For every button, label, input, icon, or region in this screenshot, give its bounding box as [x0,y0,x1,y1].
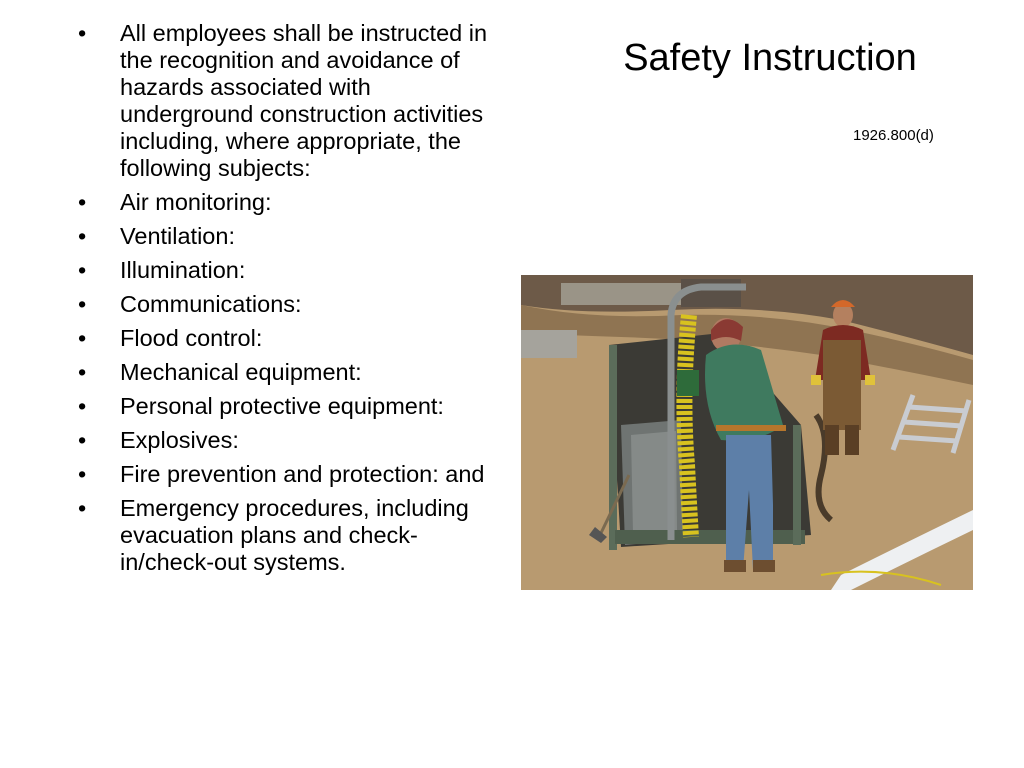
bullet-text: All employees shall be instructed in the recognition and avoidance of hazards associated with underground construction activities including, where appropriate, the following subjects: [120,20,488,181]
bullet-item [78,427,508,454]
bullet-item [78,359,508,386]
workers-at-shaft-entrance-photo [521,275,973,590]
bullet-text: Ventilation: [120,223,235,249]
bullet-icon: • [78,325,87,351]
worker-boots [724,560,746,572]
bullet-text: Explosives: [120,427,239,453]
bullet-item [78,291,508,318]
bullet-text: Communications: [120,291,302,317]
bullet-icon: • [78,359,87,385]
bullet-item [78,223,508,250]
bullet-item [78,20,508,182]
bullet-text: Air monitoring: [120,189,272,215]
bullet-item [78,189,508,216]
bullet-text: Flood control: [120,325,263,351]
bullet-text: Personal protective equipment: [120,393,444,419]
bullet-icon: • [78,223,87,249]
safety-harness [716,425,786,431]
bullet-icon: • [78,461,87,487]
bullet-item [78,461,508,488]
second-worker-overalls [823,340,861,430]
bullet-item [78,495,508,576]
bullet-list [78,20,508,583]
back-fence [561,283,681,305]
bullet-text: Emergency procedures, including evacuation plans and check- in/check-out systems. [120,495,469,575]
bullet-icon: • [78,427,87,453]
bullet-icon: • [78,257,87,283]
yellow-vent-hose [684,315,691,537]
steel-frame-post [609,345,617,550]
green-gas-monitor [677,370,699,396]
bullet-icon: • [78,495,87,521]
concrete-slab [521,330,577,358]
bullet-icon: • [78,291,87,317]
bullet-item [78,393,508,420]
yellow-gloves [811,375,821,385]
bullet-text: Illumination: [120,257,246,283]
bullet-icon: • [78,189,87,215]
bullet-item [78,257,508,284]
bullet-text: Mechanical equipment: [120,359,362,385]
slide-title: Safety Instruction [623,37,917,79]
bullet-icon: • [78,20,87,46]
bullet-icon: • [78,393,87,419]
bullet-item [78,325,508,352]
bullet-text: Fire prevention and protection: and [120,461,485,487]
regulation-reference: 1926.800(d) [853,127,934,144]
